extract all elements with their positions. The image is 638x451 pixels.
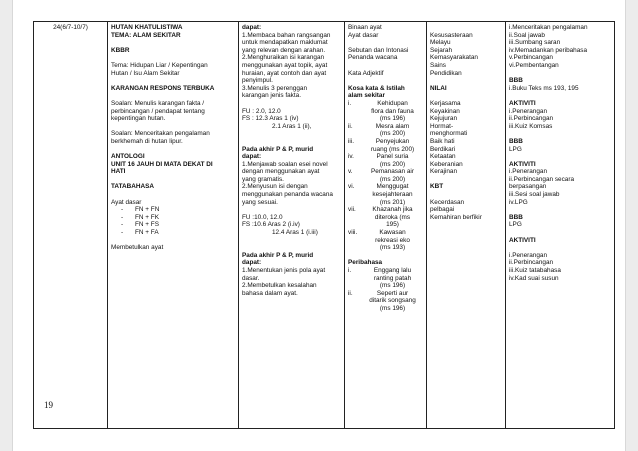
spacer: [111, 54, 235, 62]
text-line: Binaan ayat: [348, 24, 382, 31]
objective-cell: [239, 22, 345, 429]
spacer: [242, 130, 341, 138]
text-line: ditarik songsang: [369, 297, 416, 305]
text-line: ranting patah: [373, 274, 412, 282]
section-heading: AKTIVITI: [509, 160, 536, 168]
text-line: iv.Memadankan peribahasa: [509, 46, 588, 54]
page-number: 19: [44, 400, 53, 410]
text-line: Membetulkan ayat: [111, 244, 164, 252]
spacer: [348, 39, 423, 47]
section-heading: Kosa kata & Istilah: [348, 84, 405, 92]
text-line: Soalan: Menulis karangan fakta /: [111, 99, 205, 107]
text-line: FS : 12.3 Aras 1 (iv): [242, 115, 299, 123]
text-line: i.Penerangan: [509, 251, 548, 259]
text-line: 2.Menghuraikan isi karangan: [242, 54, 325, 62]
text-line: Ayat dasar: [348, 31, 379, 39]
text-line: - FN + FS: [111, 221, 235, 229]
spacer: [111, 191, 235, 199]
list-number: iv.: [348, 153, 354, 161]
section-heading: Pada akhir P & P, murid: [242, 251, 314, 259]
text-line: Menggugat: [376, 183, 409, 191]
table-row: [34, 22, 615, 429]
content-cell: [345, 22, 427, 429]
spacer: [111, 176, 235, 184]
text-line: untuk mendapatkan maklumat: [242, 39, 328, 47]
text-line: Kemahiran berfikir: [430, 213, 482, 221]
spacer: [348, 77, 423, 85]
spacer: [242, 244, 341, 252]
text-line: Keberanian: [430, 160, 463, 168]
text-line: iv.LPG: [509, 198, 528, 206]
text-line: (ms 193): [379, 244, 406, 252]
text-line: Kejujuran: [430, 115, 458, 123]
text-line: flora dan fauna: [371, 107, 414, 115]
numbered-list: [348, 267, 423, 313]
week-label: 24(6/7-10/7): [53, 24, 88, 31]
section-heading: Peribahasa: [348, 259, 383, 267]
list-number: viii.: [348, 229, 358, 237]
text-line: LPG: [509, 145, 522, 153]
text-line: (ms 200): [379, 175, 406, 183]
spacer: [111, 123, 235, 131]
spacer: [111, 237, 235, 245]
text-line: 2.Membetulkan kesalahan: [242, 282, 317, 290]
list-number: i.: [348, 267, 352, 274]
list-item: [348, 290, 423, 313]
list-item: [348, 168, 423, 183]
text-line: Sains: [430, 61, 446, 69]
text-line: yang relevan dengan arahan.: [242, 46, 326, 54]
text-line: Penanda wacana: [348, 54, 398, 62]
list-item: [348, 206, 423, 229]
text-line: Kesusasteraan: [430, 31, 473, 39]
text-line: rekreasi eko: [375, 236, 410, 244]
section-heading: NILAI: [430, 84, 447, 92]
text-line: iii.Sumbang saran: [509, 39, 561, 47]
text-line: Kerjasama: [430, 99, 461, 107]
text-line: pelbagai: [430, 206, 455, 214]
text-line: berkhemah di hutan lipur.: [111, 137, 183, 145]
spacer: [242, 138, 341, 146]
text-line: kesejahteraan: [372, 191, 413, 199]
list-text: [362, 183, 423, 206]
text-line: penyimpul.: [242, 77, 273, 85]
activity-cell: [506, 22, 615, 429]
text-line: iii.Sesi soal jawab: [509, 191, 560, 199]
list-text: [362, 100, 423, 123]
text-line: iii.Kuiz tatabahasa: [509, 267, 561, 274]
text-line: diteroka (ms: [374, 213, 411, 221]
spacer: [509, 92, 611, 100]
text-line: i.Menceritakan pengalaman: [509, 24, 588, 31]
spacer: [430, 191, 502, 199]
section-heading: dapat:: [242, 153, 262, 161]
text-line: berpasangan: [509, 183, 547, 191]
list-text: [362, 206, 423, 229]
text-line: (ms 200): [379, 160, 406, 168]
text-line: bahasa dalam ayat.: [242, 289, 298, 297]
spacer: [242, 206, 341, 214]
text-line: ii.Soal jawab: [509, 31, 545, 39]
list-item: [348, 153, 423, 168]
section-heading: KBBR: [111, 46, 130, 54]
text-line: vi.Pembentangan: [509, 61, 559, 69]
section-heading: HATI: [111, 168, 126, 176]
text-line: 2.1 Aras 1 (ii),: [272, 122, 312, 130]
text-line: i.Buku Teks ms 193, 195: [509, 84, 579, 92]
text-line: 2.Menyusun isi dengan: [242, 183, 308, 191]
list-item: [348, 183, 423, 206]
spacer: [348, 252, 423, 260]
section-heading: KBT: [430, 183, 444, 191]
list-text: [362, 229, 423, 252]
spacer: [430, 77, 502, 85]
document-page: [12, 0, 626, 451]
text-line: iv.Kad suai susun: [509, 274, 559, 282]
section-heading: BBB: [509, 137, 523, 145]
text-line: - FN + FK: [111, 214, 235, 222]
text-line: Melayu: [430, 39, 451, 47]
list-text: [362, 267, 423, 290]
spacer: [509, 70, 611, 78]
text-line: yang gramatis.: [242, 175, 284, 183]
text-line: 195): [386, 221, 399, 229]
text-line: Ayat dasar: [111, 198, 142, 206]
list-number: v.: [348, 168, 353, 176]
list-number: vii.: [348, 206, 356, 214]
text-line: i.Penerangan: [509, 107, 548, 115]
list-text: [362, 168, 423, 183]
spacer: [430, 24, 502, 32]
spacer: [509, 229, 611, 237]
section-heading: Pada akhir P & P, murid: [242, 145, 314, 153]
text-line: Keyakinan: [430, 107, 460, 115]
text-line: dasar.: [242, 274, 260, 282]
list-item: [348, 123, 423, 138]
text-line: Kawasan: [379, 229, 406, 237]
text-line: Mesra alam: [375, 122, 410, 130]
spacer: [111, 146, 235, 154]
text-line: Hormat-: [430, 122, 454, 130]
text-line: Kehidupan: [377, 99, 408, 107]
topic-cell: [108, 22, 239, 429]
lesson-plan-table: [33, 21, 615, 429]
text-line: Berdikari: [430, 145, 456, 153]
text-line: Hutan / Isu Alam Sekitar: [111, 69, 180, 77]
spacer: [430, 176, 502, 184]
text-line: 1.Menentukan jenis pola ayat: [242, 267, 326, 274]
spacer: [509, 130, 611, 138]
section-heading: ANTOLOGI: [111, 153, 145, 161]
text-line: 3.Menulis 3 perenggan: [242, 84, 308, 92]
section-heading: UNIT 16 JAUH DI MATA DEKAT DI: [111, 160, 213, 168]
text-line: ruang (ms 200): [370, 145, 415, 153]
text-line: (ms 196): [379, 282, 406, 290]
section-heading: AKTIVITI: [509, 236, 536, 244]
section-heading: dapat:: [242, 24, 262, 31]
section-heading: TATABAHASA: [111, 183, 154, 191]
values-cell: [427, 22, 506, 429]
section-heading: HUTAN KHATULISTIWA: [111, 24, 183, 31]
text-line: FS :10.6 Aras 2 (i.iv): [242, 221, 300, 229]
text-line: Kecerdasan: [430, 198, 465, 206]
text-line: Penyejukan: [375, 137, 410, 145]
spacer: [509, 206, 611, 214]
text-line: yang sesuai.: [242, 198, 278, 206]
list-item: [348, 100, 423, 123]
text-line: (ms 201): [379, 198, 406, 206]
text-line: 12.4 Aras 1 (i.iii): [272, 229, 318, 237]
text-line: ii.Perbincangan: [509, 259, 554, 267]
text-line: menggunakan penanda wacana: [242, 191, 333, 199]
section-heading: alam sekitar: [348, 92, 385, 100]
text-line: perbincangan / pendapat tentang: [111, 107, 205, 115]
section-heading: BBB: [509, 77, 523, 85]
text-line: FU : 2.0, 12.0: [242, 107, 281, 115]
numbered-list: [348, 100, 423, 252]
text-line: Seperti aur: [376, 289, 409, 297]
text-line: Khazanah jika: [372, 206, 413, 214]
text-line: (ms 196): [379, 304, 406, 312]
text-line: FU :10.0, 12.0: [242, 213, 283, 221]
text-line: - FN + FN: [111, 206, 235, 214]
text-line: Kerajinan: [430, 168, 458, 176]
list-number: ii.: [348, 122, 353, 130]
spacer: [509, 153, 611, 161]
section-heading: TEMA: ALAM SEKITAR: [111, 31, 181, 39]
text-line: kepentingan hutan.: [111, 115, 166, 123]
spacer: [509, 244, 611, 252]
spacer: [111, 77, 235, 85]
text-line: i.Penerangan: [509, 168, 548, 176]
text-line: Kemasyarakatan: [430, 54, 478, 62]
spacer: [430, 92, 502, 100]
list-item: [348, 229, 423, 252]
spacer: [242, 237, 341, 245]
section-heading: KARANGAN RESPONS TERBUKA: [111, 84, 215, 92]
list-item: [348, 267, 423, 290]
text-line: Pendidikan: [430, 69, 462, 77]
text-line: ii.Perbincangan: [509, 115, 554, 123]
spacer: [111, 39, 235, 47]
text-line: ii.Perbincangan secara: [509, 175, 575, 183]
text-line: Tema: Hidupan Liar / Kepentingan: [111, 61, 208, 69]
week-cell: [34, 22, 108, 429]
list-number: iii.: [348, 137, 355, 145]
text-line: Panel suria: [376, 153, 409, 161]
text-line: 1.Menjawab soalan esei novel: [242, 160, 328, 168]
list-text: [362, 123, 423, 138]
text-line: - FN + FA: [111, 229, 235, 237]
list-text: [362, 153, 423, 168]
text-line: Sejarah: [430, 46, 453, 54]
list-number: ii.: [348, 289, 353, 297]
list-item: [348, 138, 423, 153]
section-heading: dapat:: [242, 259, 262, 267]
text-line: Sebutan dan Intonasi: [348, 46, 409, 54]
spacer: [242, 100, 341, 108]
section-heading: AKTIVITI: [509, 99, 536, 107]
text-line: Enggang lalu: [373, 267, 412, 274]
text-line: menggunakan ayat topik, ayat: [242, 61, 328, 69]
spacer: [111, 92, 235, 100]
text-line: karangan jenis fakta.: [242, 92, 301, 100]
text-line: menghormati: [430, 130, 468, 138]
text-line: (ms 200): [379, 130, 406, 138]
text-line: huraian, ayat contoh dan ayat: [242, 69, 327, 77]
text-line: Baik hati: [430, 137, 455, 145]
text-line: 1.Membaca bahan rangsangan: [242, 31, 331, 39]
text-line: dengan menggunakan ayat: [242, 168, 320, 176]
list-number: vi.: [348, 183, 355, 191]
text-line: Ketaatan: [430, 153, 456, 161]
text-line: iii.Kuiz Komsas: [509, 122, 553, 130]
section-heading: BBB: [509, 213, 523, 221]
text-line: v.Perbincangan: [509, 54, 553, 62]
text-line: (ms 196): [379, 115, 406, 123]
spacer: [348, 62, 423, 70]
list-text: [362, 290, 423, 313]
list-text: [362, 138, 423, 153]
text-line: Kata Adjektif: [348, 69, 384, 77]
text-line: Soalan: Menceritakan pengalaman: [111, 130, 210, 138]
text-line: LPG: [509, 221, 522, 229]
text-line: Pemanasan air: [371, 168, 414, 176]
list-number: i.: [348, 99, 352, 107]
